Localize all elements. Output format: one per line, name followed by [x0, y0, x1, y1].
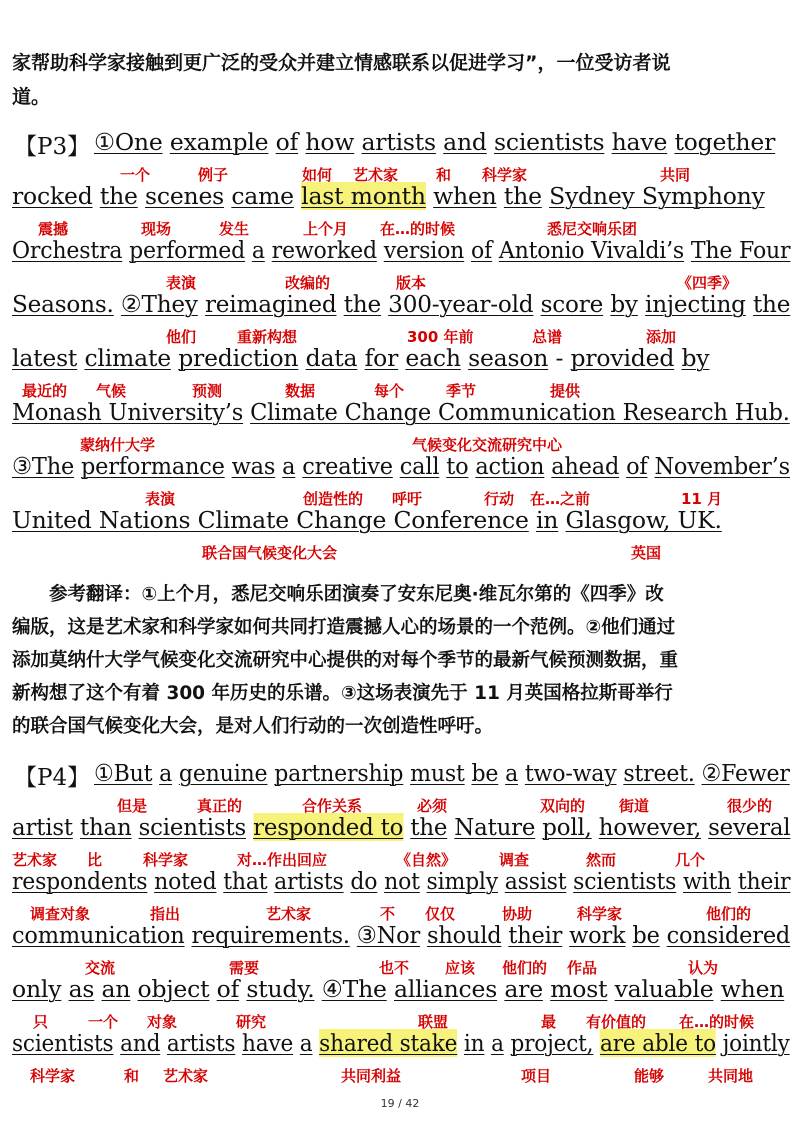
word: The Four [690, 236, 791, 264]
word: scientists [494, 128, 605, 156]
word: in [535, 506, 559, 534]
word: than [79, 813, 132, 841]
chinese-gloss: 共同 [660, 166, 691, 184]
word: data [305, 344, 358, 372]
word: when [720, 975, 785, 1003]
chinese-gloss: 很少的 [727, 797, 773, 815]
word: a [159, 759, 173, 787]
chinese-gloss: 联盟 [418, 1013, 449, 1031]
chinese-gloss: 他们的 [502, 959, 548, 977]
word: came [231, 182, 294, 210]
word: ②They [120, 290, 198, 318]
chinese-gloss: 认为 [688, 959, 719, 977]
word: a [491, 1029, 504, 1057]
chinese-gloss: 和 [124, 1067, 140, 1085]
word: by [610, 290, 638, 318]
word: project, [510, 1029, 594, 1057]
intro-line-1: 家帮助科学家接触到更广泛的受众并建立情感联系以促进学习”，一位受访者说 [12, 52, 671, 74]
chinese-gloss: 对…作出回应 [237, 851, 328, 869]
word: ③Nor [356, 921, 421, 949]
word: ①But [94, 759, 153, 787]
word: Nature [454, 813, 536, 841]
page-number: 19 / 42 [380, 1097, 420, 1110]
word: of [471, 236, 493, 264]
chinese-gloss: 呼吁 [392, 490, 423, 508]
word: Climate Change Communication Research Hub. [250, 398, 790, 426]
translation-line-1: 参考翻译：①上个月，悉尼交响乐团演奏了安东尼奥·维瓦尔第的《四季》改 [12, 584, 664, 605]
chinese-gloss: 艺术家 [266, 905, 312, 923]
word: the [410, 813, 448, 841]
word: study. [246, 975, 315, 1003]
word: of [275, 128, 299, 156]
chinese-gloss: 表演 [166, 274, 197, 292]
translation-line-3: 添加莫纳什大学气候变化交流研究中心提供的对每个季节的最新气候预测数据，重 [12, 650, 679, 671]
p3-line-6 [12, 398, 790, 426]
word: scenes [145, 182, 225, 210]
chinese-gloss: 仅仅 [425, 905, 456, 923]
word: how [305, 128, 355, 156]
p4-line-1 [94, 759, 790, 787]
word: - [555, 344, 564, 372]
chinese-gloss: 艺术家 [12, 851, 58, 869]
word: an [101, 975, 131, 1003]
word: provided [570, 344, 675, 372]
word: Orchestra [12, 236, 123, 264]
word: rocked [12, 182, 93, 210]
chinese-gloss: 他们 [166, 328, 197, 346]
highlighted-phrase: are able to [600, 1029, 716, 1057]
word: Monash University’s [12, 398, 244, 426]
chinese-gloss: 总谱 [532, 328, 563, 346]
chinese-gloss: 协助 [502, 905, 533, 923]
chinese-gloss: 几个 [675, 851, 706, 869]
p4-line-5 [12, 975, 784, 1003]
word: artist [12, 813, 73, 841]
word: ahead [551, 452, 620, 480]
chinese-gloss: 但是 [117, 797, 148, 815]
chinese-gloss: 调查 [499, 851, 530, 869]
chinese-gloss: 然而 [586, 851, 617, 869]
word: scientists [138, 813, 247, 841]
word: the [503, 182, 542, 210]
word: a [299, 1029, 313, 1057]
word: and [120, 1029, 161, 1057]
word: for [364, 344, 399, 372]
p3-line-4 [12, 290, 790, 318]
chinese-gloss: 行动 [484, 490, 515, 508]
chinese-gloss: 调查对象 [30, 905, 91, 923]
chinese-gloss: 科学家 [30, 1067, 76, 1085]
word: as [68, 975, 95, 1003]
word: in [463, 1029, 485, 1057]
chinese-gloss: 改编的 [285, 274, 331, 292]
chinese-gloss: 最近的 [22, 382, 68, 400]
chinese-gloss: 在…之前 [530, 490, 591, 508]
word: object [137, 975, 210, 1003]
word: respondents [12, 867, 148, 895]
p4-line-6 [12, 1029, 790, 1057]
chinese-gloss: 和 [436, 166, 452, 184]
word: several [708, 813, 791, 841]
word: ①One [94, 128, 163, 156]
chinese-gloss: 提供 [550, 382, 581, 400]
word: Glasgow, UK. [565, 506, 722, 534]
chinese-gloss: 需要 [229, 959, 260, 977]
chinese-gloss: 应该 [445, 959, 476, 977]
word: be [471, 759, 499, 787]
chinese-gloss: 重新构想 [237, 328, 298, 346]
word: November’s [654, 452, 790, 480]
chinese-gloss: 上个月 [303, 220, 349, 238]
word: artists [166, 1029, 236, 1057]
chinese-gloss: 一个 [120, 166, 151, 184]
word: call [399, 452, 440, 480]
chinese-gloss: 气候 [96, 382, 127, 400]
chinese-gloss: 版本 [396, 274, 427, 292]
word: genuine [178, 759, 268, 787]
word: their [508, 921, 563, 949]
word: most [550, 975, 608, 1003]
word: have [242, 1029, 294, 1057]
word: simply [426, 867, 498, 895]
word: only [12, 975, 62, 1003]
chinese-gloss: 科学家 [482, 166, 528, 184]
word: do [350, 867, 378, 895]
chinese-gloss: 蒙纳什大学 [80, 436, 156, 454]
word: prediction [178, 344, 299, 372]
p3-label: 【P3】 [14, 134, 91, 160]
chinese-gloss: 最 [541, 1013, 557, 1031]
p3-line-3 [12, 236, 790, 264]
chinese-gloss: 指出 [150, 905, 181, 923]
word: however, [598, 813, 702, 841]
chinese-gloss: 街道 [619, 797, 650, 815]
highlighted-phrase: responded to [253, 813, 404, 841]
word: poll, [542, 813, 592, 841]
chinese-gloss: 项目 [521, 1067, 552, 1085]
word: scientists [573, 867, 677, 895]
chinese-gloss: 例子 [198, 166, 229, 184]
p3-line-2 [12, 182, 765, 210]
word: latest [12, 344, 78, 372]
word: performance [80, 452, 225, 480]
highlighted-phrase: shared stake [319, 1029, 458, 1057]
word: scientists [12, 1029, 114, 1057]
word: ②Fewer [701, 759, 790, 787]
word: valuable [614, 975, 714, 1003]
word: version [383, 236, 465, 264]
word: was [231, 452, 276, 480]
chinese-gloss: 发生 [219, 220, 250, 238]
word: performed [129, 236, 246, 264]
word: must [410, 759, 465, 787]
word: to [446, 452, 469, 480]
word: climate [84, 344, 171, 372]
word: and [443, 128, 487, 156]
word: injecting [644, 290, 746, 318]
chinese-gloss: 艺术家 [353, 166, 399, 184]
chinese-gloss: 《自然》 [396, 851, 457, 869]
chinese-gloss: 悉尼交响乐团 [547, 220, 638, 238]
word: alliances [394, 975, 498, 1003]
chinese-gloss: 也不 [379, 959, 410, 977]
p4-line-4 [12, 921, 790, 949]
chinese-gloss: 数据 [285, 382, 316, 400]
chinese-gloss: 《四季》 [677, 274, 738, 292]
word: are [504, 975, 543, 1003]
chinese-gloss: 艺术家 [163, 1067, 209, 1085]
word: should [427, 921, 502, 949]
word: jointly [722, 1029, 790, 1057]
word: 300-year-old [388, 290, 534, 318]
word: street. [623, 759, 695, 787]
p4-line-2 [12, 813, 790, 841]
word: two-way [524, 759, 617, 787]
chinese-gloss: 不 [380, 905, 396, 923]
chinese-gloss: 共同地 [708, 1067, 754, 1085]
chinese-gloss: 真正的 [197, 797, 243, 815]
word: have [611, 128, 668, 156]
chinese-gloss: 一个 [88, 1013, 119, 1031]
word: Antonio Vivaldi’s [498, 236, 685, 264]
chinese-gloss: 研究 [236, 1013, 267, 1031]
chinese-gloss: 气候变化交流研究中心 [412, 436, 563, 454]
p4-line-3 [12, 867, 790, 895]
word: season [468, 344, 549, 372]
word: ③The [12, 452, 75, 480]
word: of [216, 975, 240, 1003]
word: each [405, 344, 461, 372]
word: when [433, 182, 497, 210]
chinese-gloss: 在…的时候 [380, 220, 456, 238]
chinese-gloss: 添加 [646, 328, 677, 346]
chinese-gloss: 在…的时候 [679, 1013, 755, 1031]
word: Sydney Symphony [549, 182, 765, 210]
word: communication [12, 921, 185, 949]
word: a [251, 236, 265, 264]
word: ④The [321, 975, 387, 1003]
word: the [343, 290, 382, 318]
word: artists [361, 128, 436, 156]
p3-line-1 [94, 128, 775, 156]
chinese-gloss: 对象 [147, 1013, 178, 1031]
word: by [681, 344, 710, 372]
translation-line-4: 新构想了这个有着 300 年历史的乐谱。③这场表演先于 11 月英国格拉斯哥举行 [12, 683, 673, 704]
chinese-gloss: 作品 [567, 959, 598, 977]
word: considered [666, 921, 791, 949]
chinese-gloss: 每个 [374, 382, 405, 400]
word: requirements. [191, 921, 350, 949]
word: the [99, 182, 138, 210]
chinese-gloss: 比 [87, 851, 103, 869]
translation-line-2: 编版，这是艺术家和科学家如何共同打造震撼人心的场景的一个范例。②他们通过 [12, 617, 676, 638]
word: assist [504, 867, 567, 895]
word: score [540, 290, 604, 318]
intro-line-2: 道。 [12, 86, 51, 108]
chinese-gloss: 300 年前 [407, 328, 474, 346]
chinese-gloss: 季节 [446, 382, 477, 400]
chinese-gloss: 科学家 [577, 905, 623, 923]
chinese-gloss: 有价值的 [586, 1013, 647, 1031]
word: the [752, 290, 791, 318]
word: work [569, 921, 626, 949]
word: of [626, 452, 648, 480]
p4-label: 【P4】 [14, 765, 91, 791]
chinese-gloss: 他们的 [706, 905, 752, 923]
chinese-gloss: 表演 [145, 490, 176, 508]
chinese-gloss: 现场 [141, 220, 172, 238]
word: that [223, 867, 268, 895]
p3-line-7 [12, 452, 790, 480]
word: action [475, 452, 545, 480]
word: reimagined [204, 290, 337, 318]
p3-line-8 [12, 506, 722, 534]
word: together [674, 128, 776, 156]
chinese-gloss: 震撼 [38, 220, 69, 238]
word: United Nations Climate Change Conference [12, 506, 529, 534]
p3-line-5 [12, 344, 709, 372]
chinese-gloss: 双向的 [540, 797, 586, 815]
chinese-gloss: 共同利益 [341, 1067, 402, 1085]
chinese-gloss: 如何 [302, 166, 333, 184]
word: creative [302, 452, 393, 480]
word: not [384, 867, 420, 895]
chinese-gloss: 预测 [192, 382, 223, 400]
word: reworked [271, 236, 377, 264]
word: a [282, 452, 296, 480]
chinese-gloss: 科学家 [143, 851, 189, 869]
word: partnership [274, 759, 404, 787]
word: be [632, 921, 660, 949]
word: with [683, 867, 732, 895]
highlighted-phrase: last month [301, 182, 426, 210]
translation-line-5: 的联合国气候变化大会，是对人们行动的一次创造性呼吁。 [12, 716, 494, 737]
chinese-gloss: 合作关系 [302, 797, 363, 815]
chinese-gloss: 11 月 [681, 490, 723, 508]
chinese-gloss: 只 [33, 1013, 49, 1031]
chinese-gloss: 必须 [417, 797, 448, 815]
word: artists [274, 867, 344, 895]
word: a [505, 759, 519, 787]
word: noted [154, 867, 217, 895]
chinese-gloss: 能够 [634, 1067, 665, 1085]
chinese-gloss: 英国 [631, 544, 662, 562]
word: Seasons. [12, 290, 114, 318]
word: example [169, 128, 269, 156]
chinese-gloss: 联合国气候变化大会 [202, 544, 338, 562]
word: their [737, 867, 791, 895]
chinese-gloss: 交流 [85, 959, 116, 977]
chinese-gloss: 创造性的 [303, 490, 364, 508]
